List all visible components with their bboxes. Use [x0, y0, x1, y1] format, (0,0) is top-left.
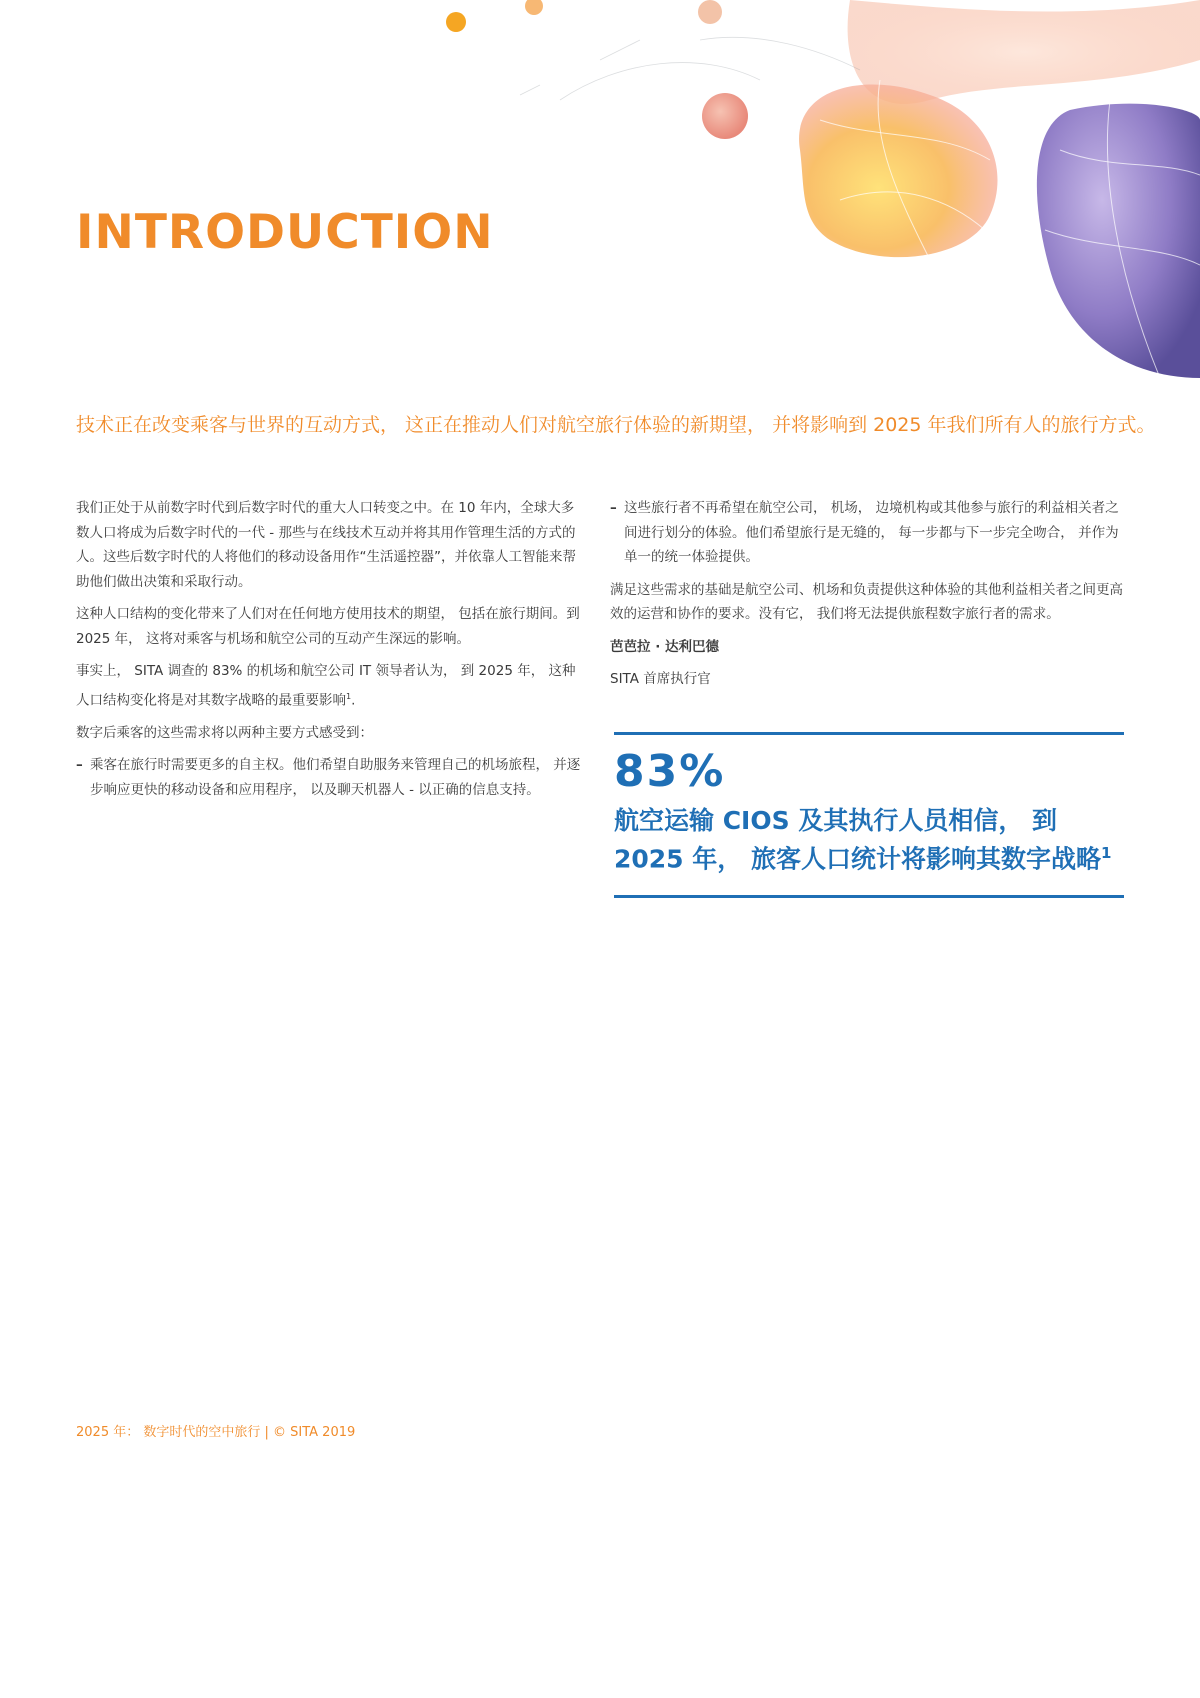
body-paragraph: 这种人口结构的变化带来了人们对在任何地方使用技术的期望， 包括在旅行期间。到 2025 年， 这将对乘客与机场和航空公司的互动产生深远的影响。	[76, 606, 580, 647]
paragraph-text: 事实上， SITA 调查的 83% 的机场和航空公司 IT 领导者认为， 到 2025 年， 这种人口结构变化将是对其数字战略的最重要影响	[76, 663, 576, 708]
decorative-bubbles-graphic	[0, 0, 1200, 380]
signature-name: 芭芭拉 · 达利巴德	[610, 638, 720, 655]
body-paragraph: 满足这些需求的基础是航空公司、机场和负责提供这种体验的其他利益相关者之间更高效的运营和协作的要求。没有它， 我们将无法提供旅程数字旅行者的需求。	[610, 581, 1123, 622]
stat-text: 航空运输 CIOS 及其执行人员相信， 到 2025 年， 旅客人口统计将影响其数字战略	[614, 806, 1101, 874]
body-paragraph-with-footnote	[76, 659, 586, 713]
right-column	[610, 496, 1130, 700]
stat-value: 83%	[614, 746, 726, 797]
body-paragraph: 数字后乘客的这些需求将以两种主要方式感受到：	[76, 724, 373, 741]
dash-bullet-icon: –	[610, 500, 617, 516]
stat-callout	[614, 732, 1124, 898]
page-footer: 2025 年： 数字时代的空中旅行 | © SITA 2019	[76, 1425, 356, 1440]
signature-role: SITA 首席执行官	[610, 671, 711, 687]
bullet-text: 乘客在旅行时需要更多的自主权。他们希望自助服务来管理自己的机场旅程， 并逐步响应更快的移动设备和应用程序， 以及聊天机器人 - 以正确的信息支持。	[90, 757, 581, 798]
footnote-marker: 1	[346, 690, 352, 701]
bullet-text: 这些旅行者不再希望在航空公司， 机场， 边境机构或其他参与旅行的利益相关者之间进行划分的体验。他们希望旅行是无缝的， 每一步都与下一步完全吻合， 并作为单一的统一体验提供。	[624, 500, 1119, 565]
body-paragraph: 我们正处于从前数字时代到后数字时代的重大人口转变之中。在 10 年内，全球大多数人口将成为后数字时代的一代 - 那些与在线技术互动并将其用作管理生活的方式的人。这些后数字时代的人将他们的移动设备用作“生活遥控器”，并依靠人工智能来帮助他们做出决策和采取行动。	[76, 500, 576, 590]
bullet-item	[610, 496, 1130, 570]
paragraph-end: .	[351, 692, 356, 708]
dash-bullet-icon: –	[76, 757, 83, 773]
lead-paragraph: 技术正在改变乘客与世界的互动方式， 这正在推动人们对航空旅行体验的新期望， 并将影响到 2025 年我们所有人的旅行方式。	[76, 414, 1156, 436]
stat-description	[614, 805, 1124, 875]
left-column	[76, 496, 586, 810]
bullet-item	[76, 753, 586, 802]
page-title: INTRODUCTION	[76, 205, 494, 260]
footnote-marker: 1	[1101, 844, 1112, 862]
